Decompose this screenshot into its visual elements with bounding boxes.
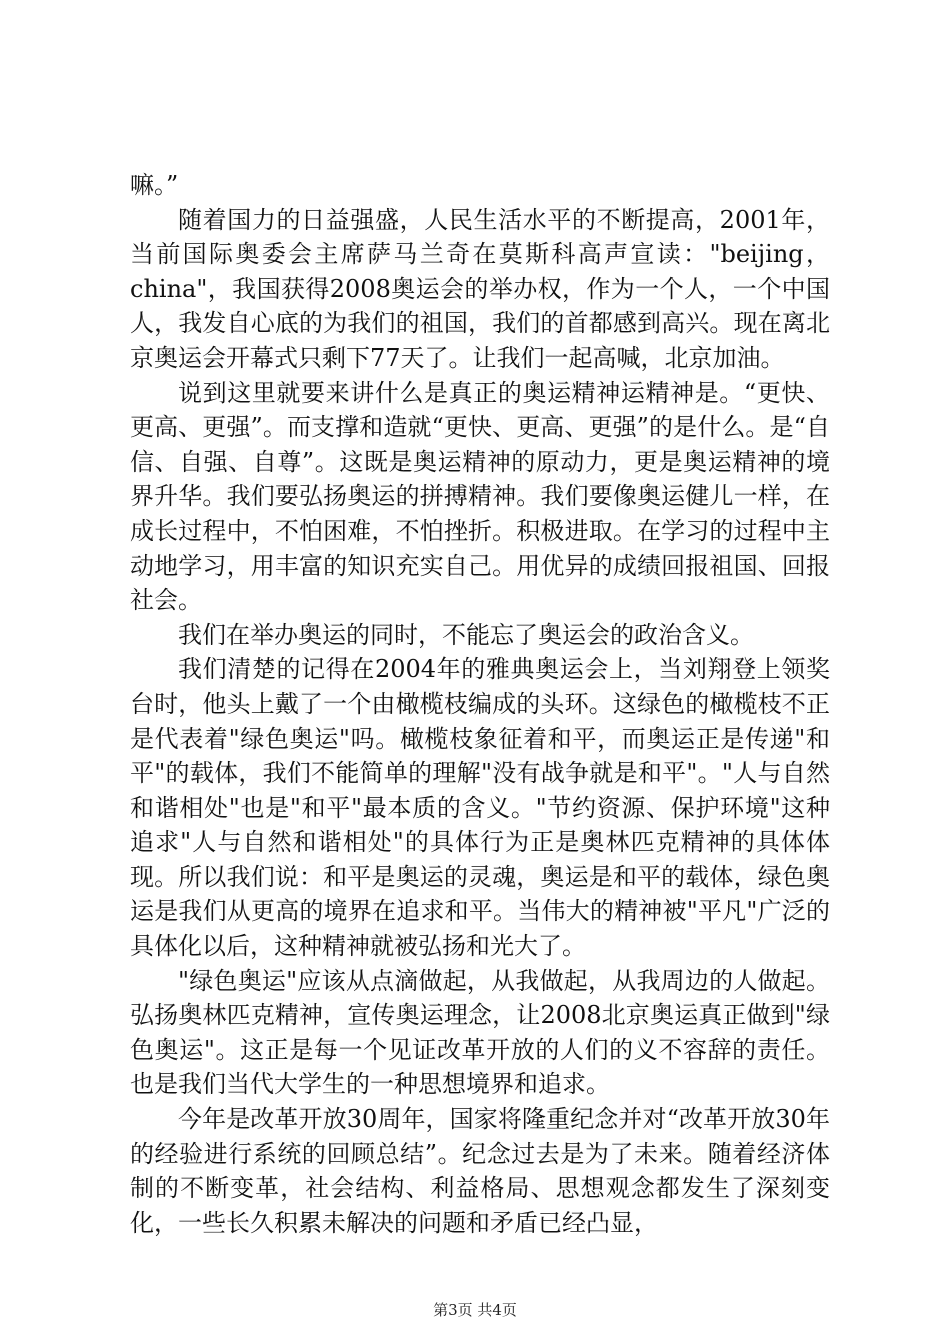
paragraph-7: 今年是改革开放30周年，国家将隆重纪念并对“改革开放30年的经验进行系统的回顾总结”。纪念过去是为了未来。随着经济体制的不断变革，社会结构、利益格局、思想观念都发生了深刻变化，一些长久积累未解决的问题和矛盾已经凸显， xyxy=(130,1105,830,1237)
paragraph-6: "绿色奥运"应该从点滴做起，从我做起，从我周边的人做起。弘扬奥林匹克精神，宣传奥运理念，让2008北京奥运真正做到"绿色奥运"。这正是每一个见证改革开放的人们的义不容辞的责任。也是我们当代大学生的一种思想境界和追求。 xyxy=(130,966,830,1099)
page-footer: 第3页 共4页 xyxy=(433,1301,517,1319)
paragraph-1: 嘛。” xyxy=(130,171,179,199)
paragraph-3: 说到这里就要来讲什么是真正的奥运精神运精神是。“更快、更高、更强”。而支撑和造就“更快、更高、更强”的是什么。是“自信、自强、自尊”。这既是奥运精神的原动力，更是奥运精神的境界升华。我们要弘扬奥运的拼搏精神。我们要像奥运健儿一样，在成长过程中，不怕困难，不怕挫折。积极进取。在学习的过程中主动地学习，用丰富的知识充实自己。用优异的成绩回报祖国、回报社会。 xyxy=(130,378,830,615)
paragraph-4: 我们在举办奥运的同时，不能忘了奥运会的政治含义。 xyxy=(178,620,754,649)
document-body xyxy=(130,168,830,1240)
paragraph-2: 随着国力的日益强盛，人民生活水平的不断提高，2001年，当前国际奥委会主席萨马兰奇在莫斯科高声宣读："beijing，china"，我国获得2008奥运会的举办权，作为一个人，一个中国人，我发自心底的为我们的祖国，我们的首都感到高兴。现在离北京奥运会开幕式只剩下77天了。让我们一起高喊，北京加油。 xyxy=(130,205,830,372)
paragraph-5: 我们清楚的记得在2004年的雅典奥运会上，当刘翔登上领奖台时，他头上戴了一个由橄榄枝编成的头环。这绿色的橄榄枝不正是代表着"绿色奥运"吗。橄榄枝象征着和平，而奥运正是传递"和平"的载体，我们不能简单的理解"没有战争就是和平"。"人与自然和谐相处"也是"和平"最本质的含义。"节约资源、保护环境"这种追求"人与自然和谐相处"的具体行为正是奥林匹克精神的具体体现。所以我们说：和平是奥运的灵魂，奥运是和平的载体，绿色奥运是我们从更高的境界在追求和平。当伟大的精神被"平凡"广泛的具体化以后，这种精神就被弘扬和光大了。 xyxy=(130,655,830,961)
